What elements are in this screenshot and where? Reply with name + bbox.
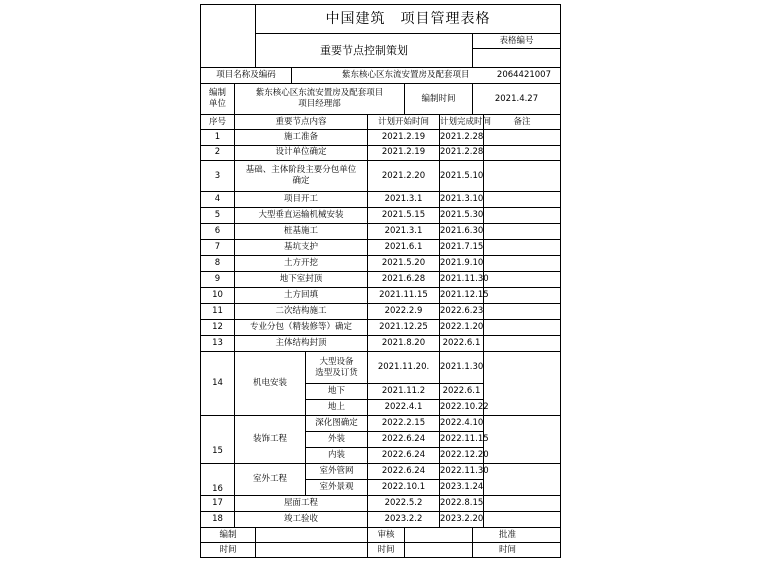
table-cell: 桩基施工 xyxy=(235,224,368,240)
table-cell xyxy=(484,192,561,208)
table-cell: 15 xyxy=(201,416,235,464)
group-label: 室外工程 xyxy=(235,464,306,496)
table-cell: 13 xyxy=(201,336,235,352)
table-cell: 专业分包（精装修等）确定 xyxy=(235,320,368,336)
table-cell: 2022.10.1 xyxy=(368,480,440,496)
table-cell: 土方回填 xyxy=(235,288,368,304)
table-cell: 2021.6.30 xyxy=(440,224,484,240)
table-cell xyxy=(484,145,561,161)
table-cell: 设计单位确定 xyxy=(235,145,368,161)
form-number-cell xyxy=(473,34,561,68)
table-cell xyxy=(484,496,561,512)
signature-row xyxy=(201,528,561,543)
date-value: 2021.4.27 xyxy=(473,84,561,115)
unit-value: 紫东核心区东流安置房及配套项目 项目经理部 xyxy=(235,84,405,115)
table-cell xyxy=(405,528,473,543)
form-number-label: 表格编号 xyxy=(473,34,560,49)
table-cell xyxy=(484,320,561,336)
col-header-content: 重要节点内容 xyxy=(235,115,368,130)
table-cell: 2021.6.28 xyxy=(368,272,440,288)
table-cell: 地下室封顶 xyxy=(235,272,368,288)
table-cell xyxy=(405,543,473,558)
col-header-start: 计划开始时间 xyxy=(368,115,440,130)
table-row xyxy=(201,272,561,288)
table-cell: 2022.1.20 xyxy=(440,320,484,336)
time-label-2: 时间 xyxy=(368,543,405,558)
table-cell xyxy=(484,288,561,304)
table-cell: 2022.2.9 xyxy=(368,304,440,320)
table-cell: 10 xyxy=(201,288,235,304)
table-cell xyxy=(484,464,561,496)
signature-time-row xyxy=(201,543,561,558)
table-row xyxy=(201,192,561,208)
table-cell: 2022.6.24 xyxy=(368,464,440,480)
table-row xyxy=(201,256,561,272)
table-cell xyxy=(256,543,368,558)
group-label: 机电安装 xyxy=(235,352,306,416)
table-cell: 2022.4.10 xyxy=(440,416,484,432)
table-cell: 室外景观 xyxy=(306,480,368,496)
project-name-cell xyxy=(292,68,561,84)
table-cell: 7 xyxy=(201,240,235,256)
table-row xyxy=(201,304,561,320)
table-row xyxy=(201,416,561,432)
project-name: 紫东核心区东流安置房及配套项目 xyxy=(342,70,470,80)
group-label: 装饰工程 xyxy=(235,416,306,464)
table-cell: 14 xyxy=(201,352,235,416)
table-cell xyxy=(484,352,561,416)
table-cell: 2021.1.30 xyxy=(440,352,484,384)
table-cell: 12 xyxy=(201,320,235,336)
table-cell: 基础、主体阶段主要分包单位 确定 xyxy=(235,161,368,192)
table-cell: 2022.4.1 xyxy=(368,400,440,416)
table-cell: 主体结构封顶 xyxy=(235,336,368,352)
table-cell: 2022.6.1 xyxy=(440,336,484,352)
table-cell: 2021.3.1 xyxy=(368,192,440,208)
prepare-label: 编制 xyxy=(201,528,256,543)
table-row xyxy=(201,320,561,336)
management-form xyxy=(200,4,560,567)
table-cell: 内装 xyxy=(306,448,368,464)
table-cell: 2022.11.30 xyxy=(440,464,484,480)
table-cell: 2022.5.2 xyxy=(368,496,440,512)
table-cell: 2 xyxy=(201,145,235,161)
logo-cell xyxy=(201,5,256,68)
table-cell: 2022.10.22 xyxy=(440,400,484,416)
table-cell: 2021.2.28 xyxy=(440,145,484,161)
table-cell: 2021.5.15 xyxy=(368,208,440,224)
table-cell: 2021.2.28 xyxy=(440,130,484,146)
time-label-1: 时间 xyxy=(201,543,256,558)
table-cell: 屋面工程 xyxy=(235,496,368,512)
table-cell: 2022.6.24 xyxy=(368,448,440,464)
table-cell: 2022.6.23 xyxy=(440,304,484,320)
table-cell: 2021.11.20. xyxy=(368,352,440,384)
table-row xyxy=(201,224,561,240)
table-cell: 2021.6.1 xyxy=(368,240,440,256)
table-cell: 2022.11.15 xyxy=(440,432,484,448)
table-cell: 室外管网 xyxy=(306,464,368,480)
table-cell: 2022.12.20 xyxy=(440,448,484,464)
table-row xyxy=(201,145,561,161)
table-cell: 大型设备 选型及订货 xyxy=(306,352,368,384)
table-row xyxy=(201,496,561,512)
table-cell: 2022.6.24 xyxy=(368,432,440,448)
table-cell: 2021.12.15 xyxy=(440,288,484,304)
table-cell: 大型垂直运输机械安装 xyxy=(235,208,368,224)
table-cell: 2021.11.2 xyxy=(368,384,440,400)
col-header-note: 备注 xyxy=(484,115,561,130)
table-cell: 3 xyxy=(201,161,235,192)
project-code: 2064421007 xyxy=(496,70,552,80)
table-cell: 地上 xyxy=(306,400,368,416)
table-cell: 2022.6.1 xyxy=(440,384,484,400)
table-cell: 2021.2.20 xyxy=(368,161,440,192)
table-cell xyxy=(484,336,561,352)
table-cell: 17 xyxy=(201,496,235,512)
form-subtitle: 重要节点控制策划 xyxy=(256,34,473,68)
table-cell: 2021.3.10 xyxy=(440,192,484,208)
table-row xyxy=(201,130,561,146)
table-row xyxy=(201,161,561,192)
table-cell: 2021.11.15 xyxy=(368,288,440,304)
project-label: 项目名称及编码 xyxy=(201,68,292,84)
form-number-value xyxy=(473,49,560,67)
table-cell: 8 xyxy=(201,256,235,272)
table-cell: 2021.7.15 xyxy=(440,240,484,256)
table-row xyxy=(201,336,561,352)
form-title: 中国建筑 项目管理表格 xyxy=(256,5,561,34)
table-row xyxy=(201,352,561,384)
review-label: 审核 xyxy=(368,528,405,543)
table-cell: 16 xyxy=(201,464,235,496)
col-header-end: 计划完成时间 xyxy=(440,115,484,130)
table-cell: 施工准备 xyxy=(235,130,368,146)
table-cell: 2021.5.20 xyxy=(368,256,440,272)
table-row xyxy=(201,288,561,304)
table-cell: 项目开工 xyxy=(235,192,368,208)
table-cell: 2023.1.24 xyxy=(440,480,484,496)
table-cell xyxy=(484,256,561,272)
table-cell: 2021.12.25 xyxy=(368,320,440,336)
unit-label: 编制 单位 xyxy=(201,84,235,115)
table-cell: 18 xyxy=(201,512,235,528)
table-cell xyxy=(484,208,561,224)
table-cell: 2021.5.10 xyxy=(440,161,484,192)
approve-label: 批准 xyxy=(473,528,561,543)
table-cell: 1 xyxy=(201,130,235,146)
table-cell: 2023.2.20 xyxy=(440,512,484,528)
table-cell: 11 xyxy=(201,304,235,320)
date-label: 编制时间 xyxy=(405,84,473,115)
table-cell: 2022.8.15 xyxy=(440,496,484,512)
table-cell: 土方开挖 xyxy=(235,256,368,272)
table-row xyxy=(201,512,561,528)
table-cell xyxy=(484,304,561,320)
table-cell: 2023.2.2 xyxy=(368,512,440,528)
table-cell xyxy=(484,512,561,528)
table-cell: 深化图确定 xyxy=(306,416,368,432)
table-cell: 2021.11.30 xyxy=(440,272,484,288)
table-cell xyxy=(484,161,561,192)
table-cell: 5 xyxy=(201,208,235,224)
table-cell: 4 xyxy=(201,192,235,208)
table-row xyxy=(201,208,561,224)
table-cell xyxy=(484,130,561,146)
table-cell xyxy=(484,224,561,240)
table-cell: 9 xyxy=(201,272,235,288)
table-cell: 2021.5.30 xyxy=(440,208,484,224)
col-header-no: 序号 xyxy=(201,115,235,130)
table-cell: 6 xyxy=(201,224,235,240)
table-cell: 二次结构施工 xyxy=(235,304,368,320)
table-cell xyxy=(484,240,561,256)
table-cell: 2021.8.20 xyxy=(368,336,440,352)
table-cell: 外装 xyxy=(306,432,368,448)
table-cell: 2022.2.15 xyxy=(368,416,440,432)
table-cell: 基坑支护 xyxy=(235,240,368,256)
table-cell: 地下 xyxy=(306,384,368,400)
node-control-table xyxy=(200,4,561,558)
table-cell: 2021.2.19 xyxy=(368,130,440,146)
table-cell xyxy=(484,416,561,464)
table-cell: 2021.3.1 xyxy=(368,224,440,240)
table-row xyxy=(201,240,561,256)
table-cell: 竣工验收 xyxy=(235,512,368,528)
table-cell: 2021.2.19 xyxy=(368,145,440,161)
table-cell xyxy=(256,528,368,543)
time-label-3: 时间 xyxy=(473,543,561,558)
table-cell: 2021.9.10 xyxy=(440,256,484,272)
table-row xyxy=(201,464,561,480)
table-cell xyxy=(484,272,561,288)
